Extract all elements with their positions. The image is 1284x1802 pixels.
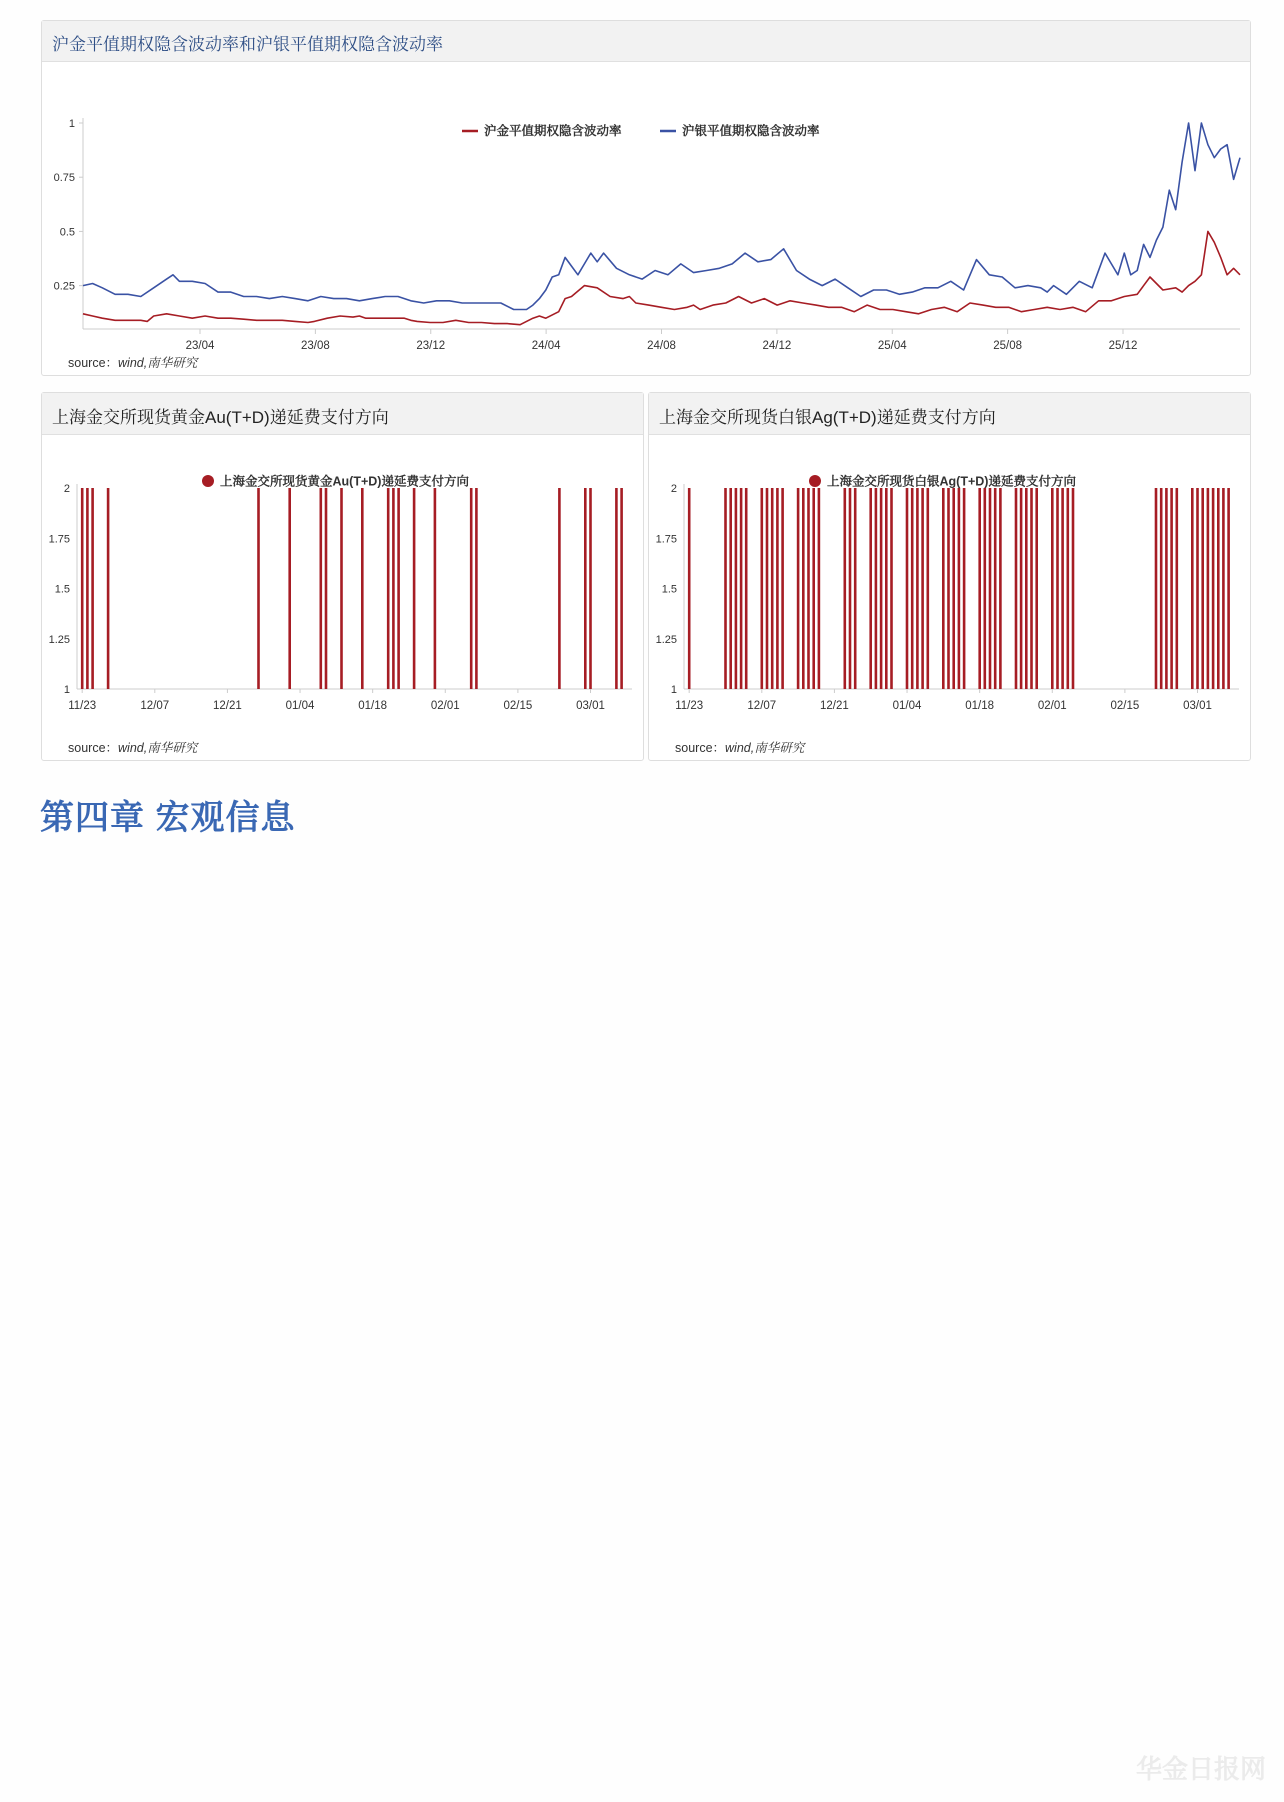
x-tick-label: 12/21	[213, 700, 242, 712]
gold-bar	[615, 488, 618, 689]
silver-bar	[844, 488, 847, 689]
silver-bar	[1072, 488, 1075, 689]
silver-bar	[994, 488, 997, 689]
y-tick-label: 1.75	[655, 533, 677, 546]
legend-dot	[202, 475, 214, 487]
y-tick-label: 1.5	[661, 583, 677, 596]
silver-bar	[1025, 488, 1028, 689]
gold-bar	[620, 488, 623, 689]
legend-dot	[809, 475, 821, 487]
silver-bar	[906, 488, 909, 689]
x-tick-label: 24/08	[647, 340, 676, 352]
silver-bar	[1030, 488, 1033, 689]
x-tick-label: 03/01	[576, 700, 605, 712]
silver-bar	[1196, 488, 1199, 689]
silver-bar	[1015, 488, 1018, 689]
silver-bar	[776, 488, 779, 689]
gold-bar	[288, 488, 291, 689]
source-label: source：	[675, 741, 726, 755]
x-tick-label: 25/04	[877, 340, 907, 352]
y-tick-label: 1.5	[54, 583, 70, 596]
silver-deferral-title: 上海金交所现货白银Ag(T+D)递延费支付方向	[649, 393, 1250, 435]
x-tick-label: 01/18	[965, 700, 995, 712]
silver-bar	[1170, 488, 1173, 689]
silver-bar	[854, 488, 857, 689]
gold-bar	[387, 488, 390, 689]
silver-bar	[1061, 488, 1064, 689]
silver-bar	[1227, 488, 1230, 689]
silver-bar	[952, 488, 955, 689]
gold-bar	[413, 488, 416, 689]
gold-bar	[397, 488, 400, 689]
gold-bar	[475, 488, 478, 689]
gold-chart-source	[68, 738, 197, 756]
silver-deferral-panel	[648, 392, 1251, 761]
source-value: wind,南华研究	[725, 741, 805, 755]
gold-deferral-panel	[41, 392, 644, 761]
chapter-heading: 第四章 宏观信息	[40, 799, 296, 837]
silver-bar	[1035, 488, 1038, 689]
silver-bar	[921, 488, 924, 689]
silver-bar	[963, 488, 966, 689]
y-tick-label: 0.75	[53, 172, 75, 185]
gold-bar	[470, 488, 473, 689]
silver-bar	[771, 488, 774, 689]
y-tick-label: 1.25	[48, 633, 70, 646]
silver-bar	[875, 488, 878, 689]
gold-bar	[86, 488, 89, 689]
silver-bar	[781, 488, 784, 689]
legend-label: 上海金交所现货白银Ag(T+D)递延费支付方向	[827, 474, 1076, 489]
y-tick-label: 2	[63, 483, 70, 495]
gold-bar	[584, 488, 587, 689]
silver-bar	[984, 488, 987, 689]
iv-chart-source	[68, 353, 197, 371]
y-tick-label: 1.75	[48, 533, 70, 546]
silver-bar	[927, 488, 930, 689]
iv-line-chart	[42, 63, 1250, 353]
silver-bar	[890, 488, 893, 689]
x-tick-label: 12/21	[820, 700, 849, 712]
silver-bar	[978, 488, 981, 689]
x-tick-label: 25/08	[993, 340, 1023, 352]
silver-bar	[807, 488, 810, 689]
silver-bar	[1212, 488, 1215, 689]
y-tick-label: 1	[68, 118, 75, 130]
y-tick-label: 0.5	[59, 226, 75, 239]
silver-bar	[735, 488, 738, 689]
gold-deferral-bar-chart	[42, 436, 643, 736]
gold-bar	[392, 488, 395, 689]
x-tick-label: 12/07	[747, 700, 777, 712]
silver-bar	[802, 488, 805, 689]
silver-bar	[1176, 488, 1179, 689]
silver-bar	[1056, 488, 1059, 689]
gold-deferral-title: 上海金交所现货黄金Au(T+D)递延费支付方向	[42, 393, 643, 435]
watermark-logo: 华金日报网	[1135, 1754, 1266, 1784]
silver-bar	[1160, 488, 1163, 689]
gold-bar	[340, 488, 343, 689]
silver-bar	[1207, 488, 1210, 689]
x-tick-label: 23/08	[300, 340, 330, 352]
silver-bar	[688, 488, 691, 689]
x-tick-label: 02/15	[1110, 700, 1140, 712]
silver-bar	[885, 488, 888, 689]
x-tick-label: 02/15	[503, 700, 533, 712]
silver-bar	[1020, 488, 1023, 689]
x-tick-label: 23/04	[185, 340, 215, 352]
silver-bar	[999, 488, 1002, 689]
x-tick-label: 01/04	[892, 700, 922, 712]
silver-bar	[1051, 488, 1054, 689]
silver-deferral-bar-chart	[649, 436, 1250, 736]
silver-bar	[958, 488, 961, 689]
x-tick-label: 25/12	[1108, 340, 1138, 352]
gold-bar	[81, 488, 84, 689]
gold-bar	[361, 488, 364, 689]
x-tick-label: 11/23	[68, 700, 97, 712]
silver-bar	[761, 488, 764, 689]
silver-bar	[849, 488, 852, 689]
source-value: wind,南华研究	[118, 356, 198, 370]
silver-chart-source	[675, 738, 804, 756]
x-tick-label: 01/04	[285, 700, 315, 712]
silver-bar	[880, 488, 883, 689]
silver-bar	[911, 488, 914, 689]
x-tick-label: 02/01	[1037, 700, 1067, 712]
silver-bar	[916, 488, 919, 689]
silver-bar	[869, 488, 872, 689]
gold-bar	[434, 488, 437, 689]
x-tick-label: 11/23	[675, 700, 704, 712]
silver-bar	[812, 488, 815, 689]
iv-chart-title: 沪金平值期权隐含波动率和沪银平值期权隐含波动率	[42, 21, 1250, 62]
y-tick-label: 1.25	[655, 633, 677, 646]
silver-bar	[1217, 488, 1220, 689]
x-tick-label: 23/12	[416, 340, 446, 352]
legend-label: 上海金交所现货黄金Au(T+D)递延费支付方向	[220, 474, 469, 489]
silver-bar	[1165, 488, 1168, 689]
gold-bar	[257, 488, 260, 689]
x-tick-label: 24/04	[531, 340, 561, 352]
gold-bar	[589, 488, 592, 689]
source-label: source：	[68, 356, 119, 370]
silver-bar	[745, 488, 748, 689]
y-tick-label: 0.25	[53, 280, 75, 293]
x-tick-label: 02/01	[430, 700, 460, 712]
iv-chart-panel	[41, 20, 1251, 376]
gold-bar	[320, 488, 323, 689]
silver-bar	[947, 488, 950, 689]
silver-bar	[740, 488, 743, 689]
silver-bar	[818, 488, 821, 689]
silver-bar	[942, 488, 945, 689]
silver-bar	[1155, 488, 1158, 689]
legend-label: 沪银平值期权隐含波动率	[682, 124, 820, 138]
y-tick-label: 1	[63, 684, 70, 696]
silver-bar	[1222, 488, 1225, 689]
source-value: wind,南华研究	[118, 741, 198, 755]
gold-bar	[107, 488, 110, 689]
silver-bar	[729, 488, 732, 689]
gold-bar	[558, 488, 561, 689]
silver-bar	[766, 488, 769, 689]
source-label: source：	[68, 741, 119, 755]
y-tick-label: 1	[670, 684, 677, 696]
silver-bar	[1201, 488, 1204, 689]
legend-label: 沪金平值期权隐含波动率	[484, 124, 622, 138]
x-tick-label: 03/01	[1183, 700, 1212, 712]
gold-bar	[91, 488, 94, 689]
gold-iv-line	[83, 231, 1240, 324]
x-tick-label: 12/07	[140, 700, 170, 712]
x-tick-label: 01/18	[358, 700, 388, 712]
silver-bar	[797, 488, 800, 689]
y-tick-label: 2	[670, 483, 677, 495]
silver-bar	[1191, 488, 1194, 689]
x-tick-label: 24/12	[762, 340, 792, 352]
silver-bar	[1067, 488, 1070, 689]
silver-bar	[989, 488, 992, 689]
gold-bar	[325, 488, 328, 689]
silver-iv-line	[83, 123, 1240, 310]
silver-bar	[724, 488, 727, 689]
